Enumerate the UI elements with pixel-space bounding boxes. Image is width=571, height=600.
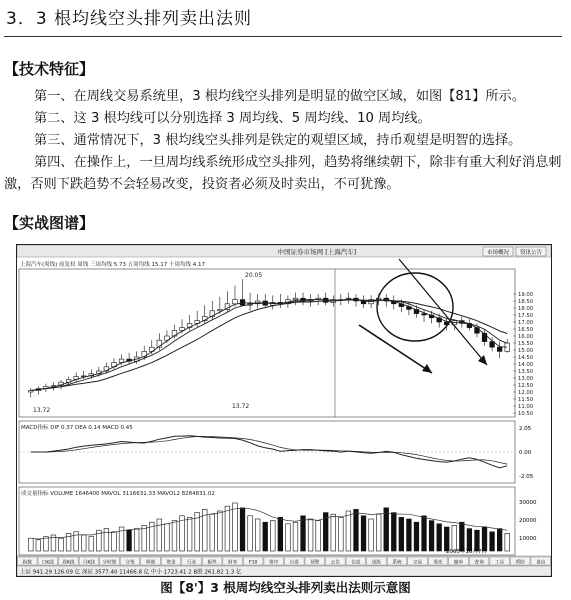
ma10-line [31, 300, 507, 391]
volume-bar [225, 506, 230, 551]
volume-bar [217, 511, 222, 551]
price-tick-label: 15.00 [518, 348, 534, 354]
volume-bar [172, 521, 177, 551]
macd-header: MACD指标 DIF 0.37 DEA 0.14 MACD 0.45 [21, 425, 133, 431]
price-tick-label: 15.50 [518, 341, 534, 347]
high-price-label: 20.05 [245, 272, 263, 279]
volume-bar [346, 511, 351, 551]
top-header-label: 中国证券市场网 [上海汽车] [277, 248, 357, 256]
tab-label: 指数 [22, 560, 32, 566]
volume-bar [407, 519, 412, 551]
page-title: 3．3 根均线空头排列卖出法则 [6, 9, 253, 29]
tab-label: 撤单 [453, 560, 464, 566]
tab-label: 公告 [330, 560, 340, 566]
volume-bar [187, 517, 192, 551]
volume-tick-3: 10000 [519, 536, 537, 542]
volume-bar [157, 519, 162, 551]
price-tick-label: 16.00 [518, 334, 534, 340]
price-tick-label: 16.50 [518, 327, 534, 333]
volume-bar [127, 530, 132, 551]
tab-label: 退出 [536, 560, 546, 566]
volume-bar [452, 525, 457, 551]
tab-label: 自选 [289, 560, 299, 566]
volume-bar [59, 538, 64, 551]
volume-bar [459, 522, 464, 551]
status-bar-text: 上证 941.29 126.09 亿 深证 3577.40 11466.8 亿 中小 1723.41 2 B股 261.82 1.3 亿 [20, 569, 242, 576]
highlight-circle [377, 273, 453, 341]
macd-tick-top: 2.05 [519, 426, 532, 432]
tab-label: 帮助 [515, 560, 525, 566]
price-tick-label: 17.00 [518, 320, 534, 326]
volume-bar [467, 529, 472, 551]
moving-average-lines [31, 299, 507, 391]
volume-bar [331, 514, 336, 551]
macd-dif-line [31, 436, 507, 468]
price-tick-label: 12.00 [518, 390, 534, 396]
tab-label: 财务 [228, 560, 238, 566]
volume-bar [437, 524, 442, 551]
volume-bar [338, 517, 343, 551]
price-tick-label: 12.50 [518, 383, 534, 389]
volume-bar [482, 527, 487, 551]
paragraph-1: 第一、在周线交易系统里，3 根均线空头排列是明显的做空区域，如图【81】所示。 [34, 89, 525, 104]
volume-bar [361, 516, 366, 551]
trend-arrow-2 [399, 259, 487, 365]
mid-price-label: 13.72 [232, 403, 250, 410]
tab-label: 板块 [207, 560, 217, 566]
tab-label: 交易 [412, 560, 423, 566]
volume-bar [422, 516, 427, 551]
volume-bar [376, 514, 381, 551]
volume-bar [233, 503, 238, 551]
price-tick-label: 14.50 [518, 355, 534, 361]
volume-bar [263, 522, 268, 551]
tab-label: 预警 [310, 560, 320, 566]
paragraph-2: 第二、这 3 根均线可以分别选择 3 周均线、5 周均线、10 周均线。 [34, 111, 431, 126]
paragraph-4: 第四、在操作上，一旦周均线系统形成空头排列，趋势将继续朝下，除非有重大利好消息刺激，否则下跌趋势不会轻易改变，投资者必须及时卖出，不可犹豫。 [4, 155, 562, 192]
volume-bar [444, 527, 449, 551]
price-tick-label: 18.00 [518, 306, 534, 312]
tab-label: 月K线 [82, 560, 95, 566]
volume-bar [414, 522, 419, 551]
volume-header: 成交量指标 VOLUME 1646400 MAVOL 3116631.33 MAVOL2 8284831.02 [21, 491, 215, 497]
volume-bar [81, 535, 86, 551]
volume-bar [165, 524, 170, 551]
date-label: 2005年10月7日 [446, 549, 487, 555]
volume-bar [28, 538, 33, 551]
tab-label: 周K线 [62, 560, 75, 566]
price-tick-label: 11.50 [518, 397, 534, 403]
volume-bars [28, 503, 509, 551]
volume-tick-2: 20000 [519, 518, 537, 524]
stock-chart-figure [16, 244, 552, 577]
price-tick-label: 14.00 [518, 362, 534, 368]
volume-bar [505, 533, 510, 551]
price-tick-label: 11.00 [518, 404, 534, 410]
volume-bar [369, 519, 374, 551]
price-tick-label: 10.50 [518, 411, 534, 417]
news-label: 资讯公告 [519, 250, 543, 256]
chart-svg [17, 245, 551, 576]
tab-label: 行业 [186, 560, 197, 566]
candlestick-series [28, 279, 509, 397]
figure-caption: 图【8'】3 根周均线空头排列卖出法则示意图 [160, 580, 411, 595]
tab-label: 委托 [433, 560, 443, 566]
market-overview-label: 市场概况 [486, 250, 510, 256]
tab-label: 信息 [351, 560, 361, 566]
volume-bar [36, 540, 41, 551]
candle-body [293, 298, 298, 299]
volume-bar [112, 532, 117, 551]
tab-label: F10 [248, 560, 258, 566]
section-heading-features: 【技术特征】 [4, 60, 95, 78]
volume-bar [301, 516, 306, 551]
macd-tick-zero: 0.00 [519, 450, 532, 456]
macd-lines [19, 436, 515, 468]
volume-bar [354, 509, 359, 551]
volume-bar [89, 537, 94, 551]
volume-bar [134, 529, 139, 551]
volume-bar [104, 529, 109, 551]
price-tick-label: 18.50 [518, 299, 534, 305]
volume-bar [286, 524, 291, 551]
left-info-label: 上海汽车(周线) 前复权 周线 三周均线 5.73 五周均线 15.17 十周均线 4.17 [20, 262, 206, 268]
candle-body [233, 300, 238, 304]
tab-label: 排序 [269, 560, 279, 566]
tab-label: 查询 [474, 560, 484, 566]
price-tick-label: 13.50 [518, 369, 534, 375]
ma3-line [31, 299, 507, 391]
candle-body [240, 300, 245, 306]
volume-bar [278, 517, 283, 551]
low-price-label: 13.72 [33, 407, 51, 414]
volume-ma-line [31, 508, 507, 539]
macd-tick-bottom: -2.05 [519, 474, 534, 480]
trend-arrow-1 [359, 325, 432, 373]
volume-bar [308, 519, 313, 551]
tab-label: 工具 [495, 560, 505, 566]
title-underline [4, 36, 562, 37]
tab-label: 资金 [166, 560, 176, 566]
volume-bar [293, 522, 298, 551]
volume-bar [240, 508, 245, 551]
volume-bar [248, 516, 253, 551]
section-heading-chart: 【实战图谱】 [4, 214, 95, 232]
candle-body [217, 309, 222, 310]
price-panel [19, 269, 515, 417]
volume-bar [399, 517, 404, 551]
volume-bar [180, 516, 185, 551]
paragraph-3: 第三、通常情况下，3 根均线空头排列是铁定的观望区域，持币观望是明智的选择。 [34, 133, 522, 148]
macd-dea-line [31, 436, 507, 464]
volume-bar [316, 521, 321, 551]
candle-body [497, 347, 502, 351]
candle-body [422, 314, 427, 315]
volume-bar [210, 514, 215, 551]
volume-bar [384, 508, 389, 551]
volume-bar [475, 530, 480, 551]
volume-bar [255, 519, 260, 551]
tab-label: 分笔 [125, 560, 135, 566]
price-tick-label: 17.50 [518, 313, 534, 319]
volume-bar [490, 532, 495, 551]
tab-label: 系统 [392, 560, 402, 566]
tab-label: 分时图 [102, 560, 117, 566]
price-axis [513, 292, 534, 417]
price-tick-label: 19.00 [518, 292, 534, 298]
tab-label: 选股 [371, 560, 382, 566]
ma5-line [31, 299, 507, 390]
volume-bar [142, 525, 147, 551]
trend-arrow-1-head [422, 364, 432, 373]
price-tick-label: 13.00 [518, 376, 534, 382]
volume-bar [44, 537, 49, 551]
volume-bar [270, 521, 275, 551]
volume-bar [497, 529, 502, 551]
volume-tick-1: 30000 [519, 500, 537, 506]
tab-label: 日K线 [41, 560, 54, 566]
features-text [4, 86, 562, 196]
volume-bar [391, 513, 396, 551]
volume-bar [429, 521, 434, 551]
tab-label: 明细 [145, 560, 156, 566]
